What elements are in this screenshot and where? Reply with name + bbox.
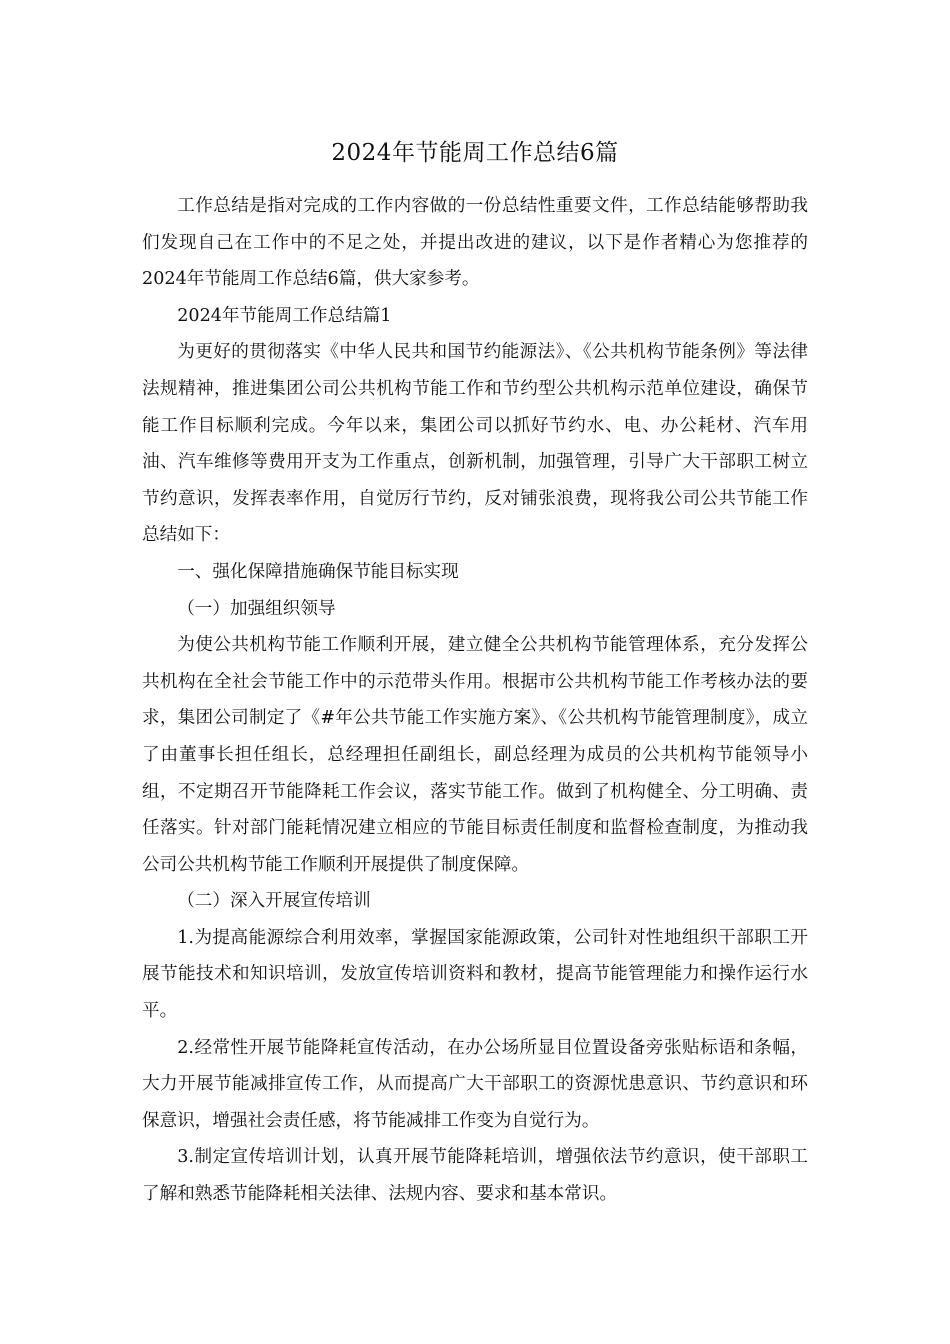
paragraph-training-2: 2.经常性开展节能降耗宣传活动，在办公场所显目位置设备旁张贴标语和条幅，大力开展节能减排宣传工作，从而提高广大干部职工的资源忧患意识、节约意识和环保意识，增强社会责任感，将节能减排工作变为自觉行为。 [142,1037,808,1131]
subheading-training: （二）深入开展宣传培训 [177,891,371,912]
paragraph-intro: 工作总结是指对完成的工作内容做的一份总结性重要文件，工作总结能够帮助我们发现自己在工作中的不足之处，并提出改进的建议，以下是作者精心为您推荐的2024年节能周工作总结6篇，供大家参考。 [142,196,808,290]
section-heading-part-1: 2024年节能周工作总结篇1 [177,305,392,326]
paragraph-background: 为更好的贯彻落实《中华人民共和国节约能源法》、《公共机构节能条例》等法律法规精神，推进集团公司公共机构节能工作和节约型公共机构示范单位建设，确保节能工作目标顺利完成。今年以来，集团公司以抓好节约水、电、办公耗材、汽车用油、汽车维修等费用开支为工作重点，创新机制，加强管理，引导广大干部职工树立节约意识，发挥表率作用，自觉厉行节约，反对铺张浪费，现将我公司公共节能工作总结如下： [142,342,808,546]
document-title: 2024年节能周工作总结6篇 [331,140,619,166]
paragraph-training-3: 3.制定宣传培训计划，认真开展节能降耗培训，增强依法节约意识，使干部职工了解和熟悉节能降耗相关法律、法规内容、要求和基本常识。 [142,1147,808,1205]
paragraph-organization: 为使公共机构节能工作顺利开展，建立健全公共机构节能管理体系，充分发挥公共机构在全社会节能工作中的示范带头作用。根据市公共机构节能工作考核办法的要求，集团公司制定了《#年公共节能工作实施方案》、《公共机构节能管理制度》，成立了由董事长担任组长，总经理担任副组长，副总经理为成员的公共机构节能领导小组，不定期召开节能降耗工作会议，落实节能工作。做到了机构健全、分工明确、责任落实。针对部门能耗情况建立相应的节能目标责任制度和监督检查制度，为推动我公司公共机构节能工作顺利开展提供了制度保障。 [142,635,808,875]
heading-section-one: 一、强化保障措施确保节能目标实现 [177,561,459,582]
paragraph-training-1: 1.为提高能源综合利用效率，掌握国家能源政策，公司针对性地组织干部职工开展节能技术和知识培训，发放宣传培训资料和教材，提高节能管理能力和操作运行水平。 [142,927,808,1022]
document-body [142,188,808,1213]
subheading-organization: （一）加强组织领导 [177,598,336,619]
